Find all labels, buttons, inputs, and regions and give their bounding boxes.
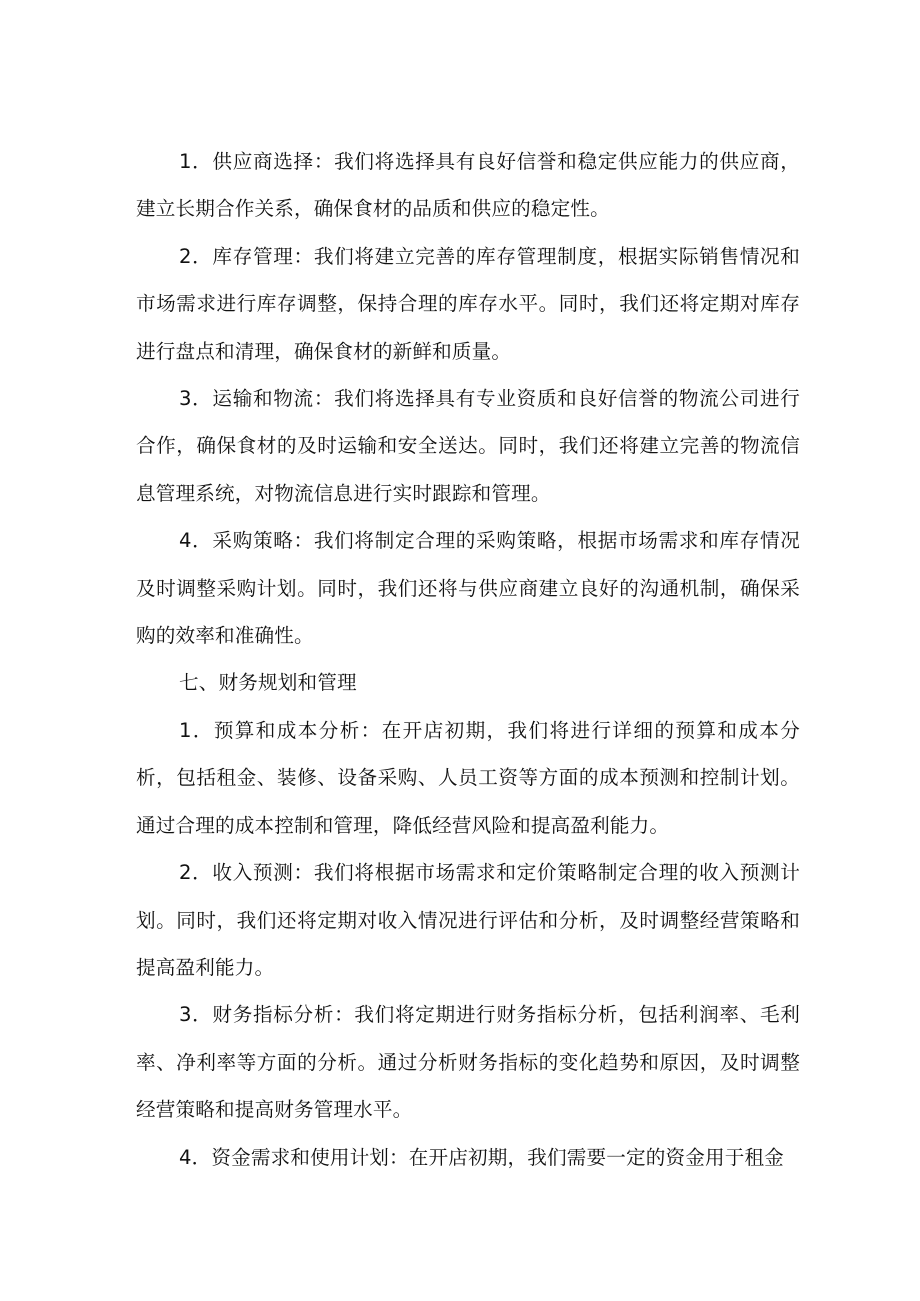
paragraph-financial-indicators: 3．财务指标分析：我们将定期进行财务指标分析，包括利润率、毛利率、净利率等方面的分析。通过分析财务指标的变化趋势和原因，及时调整经营策略和提高财务管理水平。 [136, 1003, 800, 1122]
paragraph-inventory-management: 2．库存管理：我们将建立完善的库存管理制度，根据实际销售情况和市场需求进行库存调整，保持合理的库存水平。同时，我们还将定期对库存进行盘点和清理，确保食材的新鲜和质量。 [136, 244, 800, 363]
paragraph-funding-plan: 4．资金需求和使用计划：在开店初期，我们需要一定的资金用于租金 [179, 1145, 784, 1169]
paragraph-budget-cost-analysis: 1．预算和成本分析：在开店初期，我们将进行详细的预算和成本分析，包括租金、装修、设备采购、人员工资等方面的成本预测和控制计划。通过合理的成本控制和管理，降低经营风险和提高盈利能力。 [136, 718, 800, 837]
paragraph-supplier-selection: 1．供应商选择：我们将选择具有良好信誉和稳定供应能力的供应商，建立长期合作关系，确保食材的品质和供应的稳定性。 [136, 150, 800, 221]
document-body [136, 138, 800, 1181]
paragraph-revenue-forecast: 2．收入预测：我们将根据市场需求和定价策略制定合理的收入预测计划。同时，我们还将定期对收入情况进行评估和分析，及时调整经营策略和提高盈利能力。 [136, 861, 800, 979]
paragraph-purchasing-strategy: 4．采购策略：我们将制定合理的采购策略，根据市场需求和库存情况及时调整采购计划。同时，我们还将与供应商建立良好的沟通机制，确保采购的效率和准确性。 [136, 529, 800, 648]
paragraph-transport-logistics: 3．运输和物流：我们将选择具有专业资质和良好信誉的物流公司进行合作，确保食材的及时运输和安全送达。同时，我们还将建立完善的物流信息管理系统，对物流信息进行实时跟踪和管理。 [136, 387, 800, 505]
section-heading-finance: 七、财务规划和管理 [179, 671, 357, 695]
